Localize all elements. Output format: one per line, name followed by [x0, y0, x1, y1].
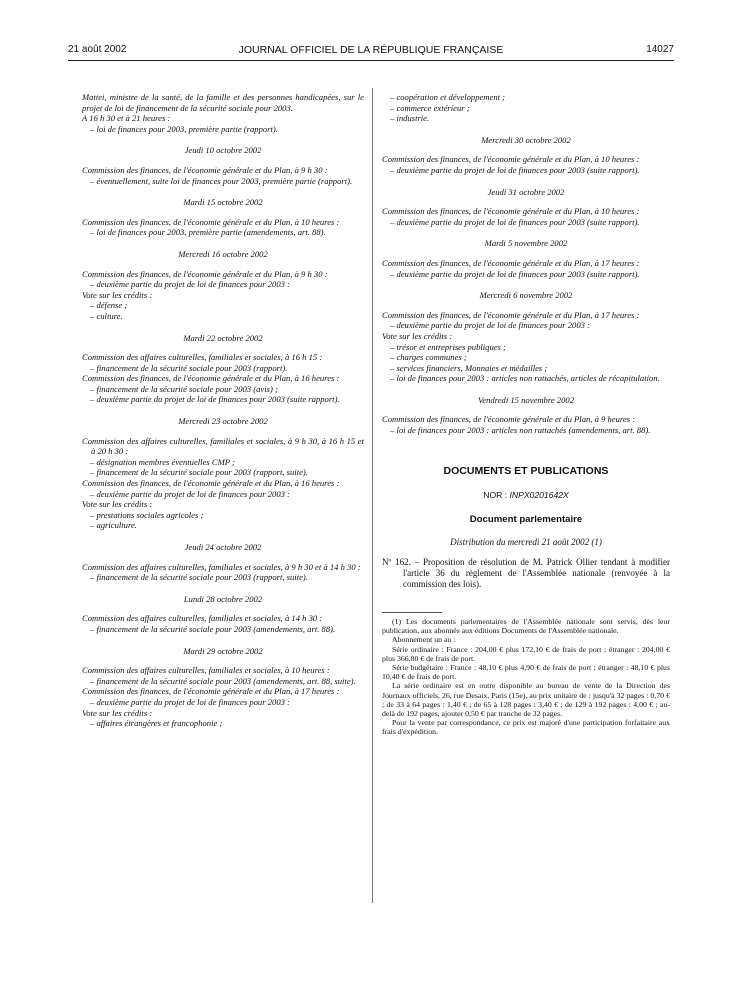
footnote-paragraph: Série budgétaire : France : 48,10 € plus 4,90 € de frais de port ; étranger : 48,10 € plus 10,40 € de frais de port.	[382, 663, 670, 682]
document-heading: Document parlementaire	[469, 513, 583, 525]
commission-line: Commission des affaires culturelles, familiales et sociales, à 9 h 30, à 16 h 15 et à 20 h 30 :	[82, 435, 364, 457]
agenda-item: – industrie.	[390, 113, 430, 124]
footnote-paragraph: Abonnement un an :	[392, 635, 456, 645]
agenda-item: – financement de la sécurité sociale pour 2003 (rapport, suite).	[90, 467, 308, 478]
commission-line: Commission des finances, de l'économie générale et du Plan, à 16 heures :	[82, 373, 340, 384]
commission-line: Commission des finances, de l'économie générale et du Plan, à 17 heures :	[382, 257, 640, 268]
vote-line: Vote sur les crédits :	[82, 707, 153, 718]
date-heading: Jeudi 10 octobre 2002	[184, 145, 262, 156]
commission-line: Commission des finances, de l'économie générale et du Plan, à 9 h 30 :	[82, 164, 328, 175]
agenda-item: – services financiers, Monnaies et médailles ;	[390, 362, 548, 373]
commission-line: Commission des finances, de l'économie générale et du Plan, à 17 heures :	[82, 686, 340, 697]
agenda-item: – financement de la sécurité sociale pour 2003 (rapport, suite).	[90, 572, 308, 583]
commission-line: Commission des finances, de l'économie générale et du Plan, à 10 heures :	[382, 154, 640, 165]
commission-line: Commission des affaires culturelles, familiales et sociales, à 9 h 30 et à 14 h 30 :	[82, 561, 361, 572]
agenda-item: – défense ;	[90, 300, 128, 311]
commission-line: Commission des affaires culturelles, familiales et sociales, à 16 h 15 :	[82, 352, 323, 363]
agenda-item: – financement de la sécurité sociale pour 2003 (rapport).	[90, 362, 288, 373]
vote-line: Vote sur les crédits :	[82, 499, 153, 510]
paragraph: Mattei, ministre de la santé, de la famille et des personnes handicapées, sur le projet de loi de financement de la sécurité sociale pour 2003.	[82, 92, 364, 113]
agenda-item: – agriculture.	[90, 520, 137, 531]
left-column	[82, 92, 364, 729]
commission-line: Commission des affaires culturelles, familiales et sociales, à 14 h 30 :	[82, 613, 323, 624]
commission-line: Commission des finances, de l'économie générale et du Plan, à 16 heures :	[82, 478, 340, 489]
nor-reference	[382, 490, 670, 501]
agenda-item: – trésor et entreprises publiques ;	[390, 341, 506, 352]
page-header	[68, 44, 674, 60]
footnote-rule	[382, 612, 442, 613]
agenda-item: – commerce extérieur ;	[390, 102, 470, 113]
agenda-item: – deuxième partie du projet de loi de finances pour 2003 :	[390, 320, 590, 331]
date-heading: Mardi 29 octobre 2002	[183, 645, 263, 656]
agenda-item: – culture.	[90, 310, 123, 321]
paragraph: A 16 h 30 et à 21 heures :	[82, 113, 171, 124]
date-heading: Mardi 5 novembre 2002	[484, 238, 568, 249]
agenda-item: – affaires étrangères et francophonie ;	[90, 718, 223, 729]
agenda-item: – désignation membres éventuelles CMP ;	[90, 456, 235, 467]
date-heading: Mercredi 23 octobre 2002	[178, 416, 268, 427]
date-heading: Mercredi 30 octobre 2002	[481, 134, 571, 145]
date-heading: Jeudi 24 octobre 2002	[184, 542, 262, 552]
agenda-item: – financement de la sécurité sociale pour 2003 (avis) ;	[90, 383, 278, 394]
agenda-item: – loi de finances pour 2003, première partie (rapport).	[90, 123, 278, 134]
footnote-paragraph: La série ordinaire est en outre disponible au bureau de vente de la Direction des Journaux officiels, 26, rue Desaix, Paris (15e), au prix unitaire de : jusqu'à 32 pages : 0,70 € ; de 33 à 64 pages : 1,40 € ; de 65 à 128 pages : 3,40 € ; de 129 à 192 pages : 4,00 € ; au-delà de 192 pages, ajouter 0,50 € par tranche de 32 pages.	[382, 681, 670, 719]
footnote-paragraph: (1) Les documents parlementaires de l'Assemblée nationale sont servis, dès leur publication, aux abonnés aux éditions Documents de l'Assemblée nationale.	[382, 617, 670, 636]
column-divider	[372, 88, 373, 903]
footnote-paragraph: Pour la vente par correspondance, ce prix est majoré d'une participation forfaitaire aux frais d'expédition.	[382, 718, 670, 737]
date-heading: Mardi 22 octobre 2002	[183, 332, 263, 343]
vote-line: Vote sur les crédits :	[82, 289, 153, 300]
agenda-item: – charges communes ;	[390, 352, 467, 363]
agenda-item: – deuxième partie du projet de loi de finances pour 2003 (suite rapport).	[390, 216, 640, 227]
header-rule	[68, 60, 674, 61]
agenda-item: – deuxième partie du projet de loi de finances pour 2003 (suite rapport).	[90, 394, 340, 405]
agenda-item: – coopération et développement ;	[390, 92, 506, 102]
footnote-paragraph: Série ordinaire : France : 204,00 € plus 172,10 € de frais de port ; étranger : 204,00 € plus 366,80 € de frais de port.	[382, 644, 670, 663]
header-date: 21 août 2002	[68, 44, 127, 55]
date-heading: Mardi 15 octobre 2002	[183, 197, 263, 208]
page-number: 14027	[646, 44, 674, 55]
commission-line: Commission des finances, de l'économie générale et du Plan, à 10 heures :	[82, 216, 340, 227]
agenda-item: – financement de la sécurité sociale pour 2003 (amendements, art. 88, suite).	[90, 675, 356, 686]
date-heading: Mercredi 16 octobre 2002	[178, 248, 268, 259]
commission-line: Commission des finances, de l'économie générale et du Plan, à 17 heures :	[382, 309, 640, 320]
date-heading: Jeudi 31 octobre 2002	[487, 186, 565, 197]
commission-line: Commission des finances, de l'économie générale et du Plan, à 9 heures :	[382, 414, 636, 425]
date-heading: Mercredi 6 novembre 2002	[479, 290, 573, 301]
agenda-item: – deuxième partie du projet de loi de finances pour 2003 (suite rapport).	[390, 268, 640, 279]
agenda-item: – deuxième partie du projet de loi de finances pour 2003 :	[90, 696, 290, 707]
distribution-line: Distribution du mercredi 21 août 2002 (1)	[450, 537, 602, 548]
section-title: DOCUMENTS ET PUBLICATIONS	[443, 464, 609, 477]
commission-line: Commission des affaires culturelles, familiales et sociales, à 10 heures :	[82, 665, 330, 676]
footnotes	[382, 612, 670, 737]
agenda-item: – éventuellement, suite loi de finances pour 2003, première partie (rapport).	[90, 175, 353, 186]
vote-line: Vote sur les crédits :	[382, 330, 453, 341]
agenda-item: – deuxième partie du projet de loi de finances pour 2003 :	[90, 279, 290, 290]
journal-title: JOURNAL OFFICIEL DE LA RÉPUBLIQUE FRANÇAISE	[238, 44, 504, 56]
agenda-item: – loi de finances pour 2003, première partie (amendements, art. 88).	[90, 227, 326, 238]
right-column	[382, 92, 670, 737]
agenda-item: – financement de la sécurité sociale pour 2003 (amendements, art. 88).	[90, 623, 336, 634]
nor-value: INPX0201642X	[509, 490, 569, 501]
agenda-item: – prestations sociales agricoles ;	[90, 509, 204, 520]
document-entry: Nº 162. – Proposition de résolution de M. Patrick Ollier tendant à modifier l'article 36 du règlement de l'Assemblée nationale (renvoyée à la commission des lois).	[382, 557, 670, 590]
agenda-item: – deuxième partie du projet de loi de finances pour 2003 :	[90, 488, 290, 499]
date-heading: Vendredi 15 novembre 2002	[477, 394, 575, 405]
nor-label: NOR :	[483, 490, 508, 501]
agenda-item: – deuxième partie du projet de loi de finances pour 2003 (suite rapport).	[390, 164, 640, 175]
agenda-item: – loi de finances pour 2003 : articles non rattachés (amendements, art. 88).	[390, 425, 651, 436]
commission-line: Commission des finances, de l'économie générale et du Plan, à 10 heures :	[382, 206, 640, 217]
agenda-item: – loi de finances pour 2003 : articles non rattachés, articles de récapitulation.	[390, 373, 660, 384]
commission-line: Commission des finances, de l'économie générale et du Plan, à 9 h 30 :	[82, 268, 328, 279]
date-heading: Lundi 28 octobre 2002	[183, 593, 263, 604]
